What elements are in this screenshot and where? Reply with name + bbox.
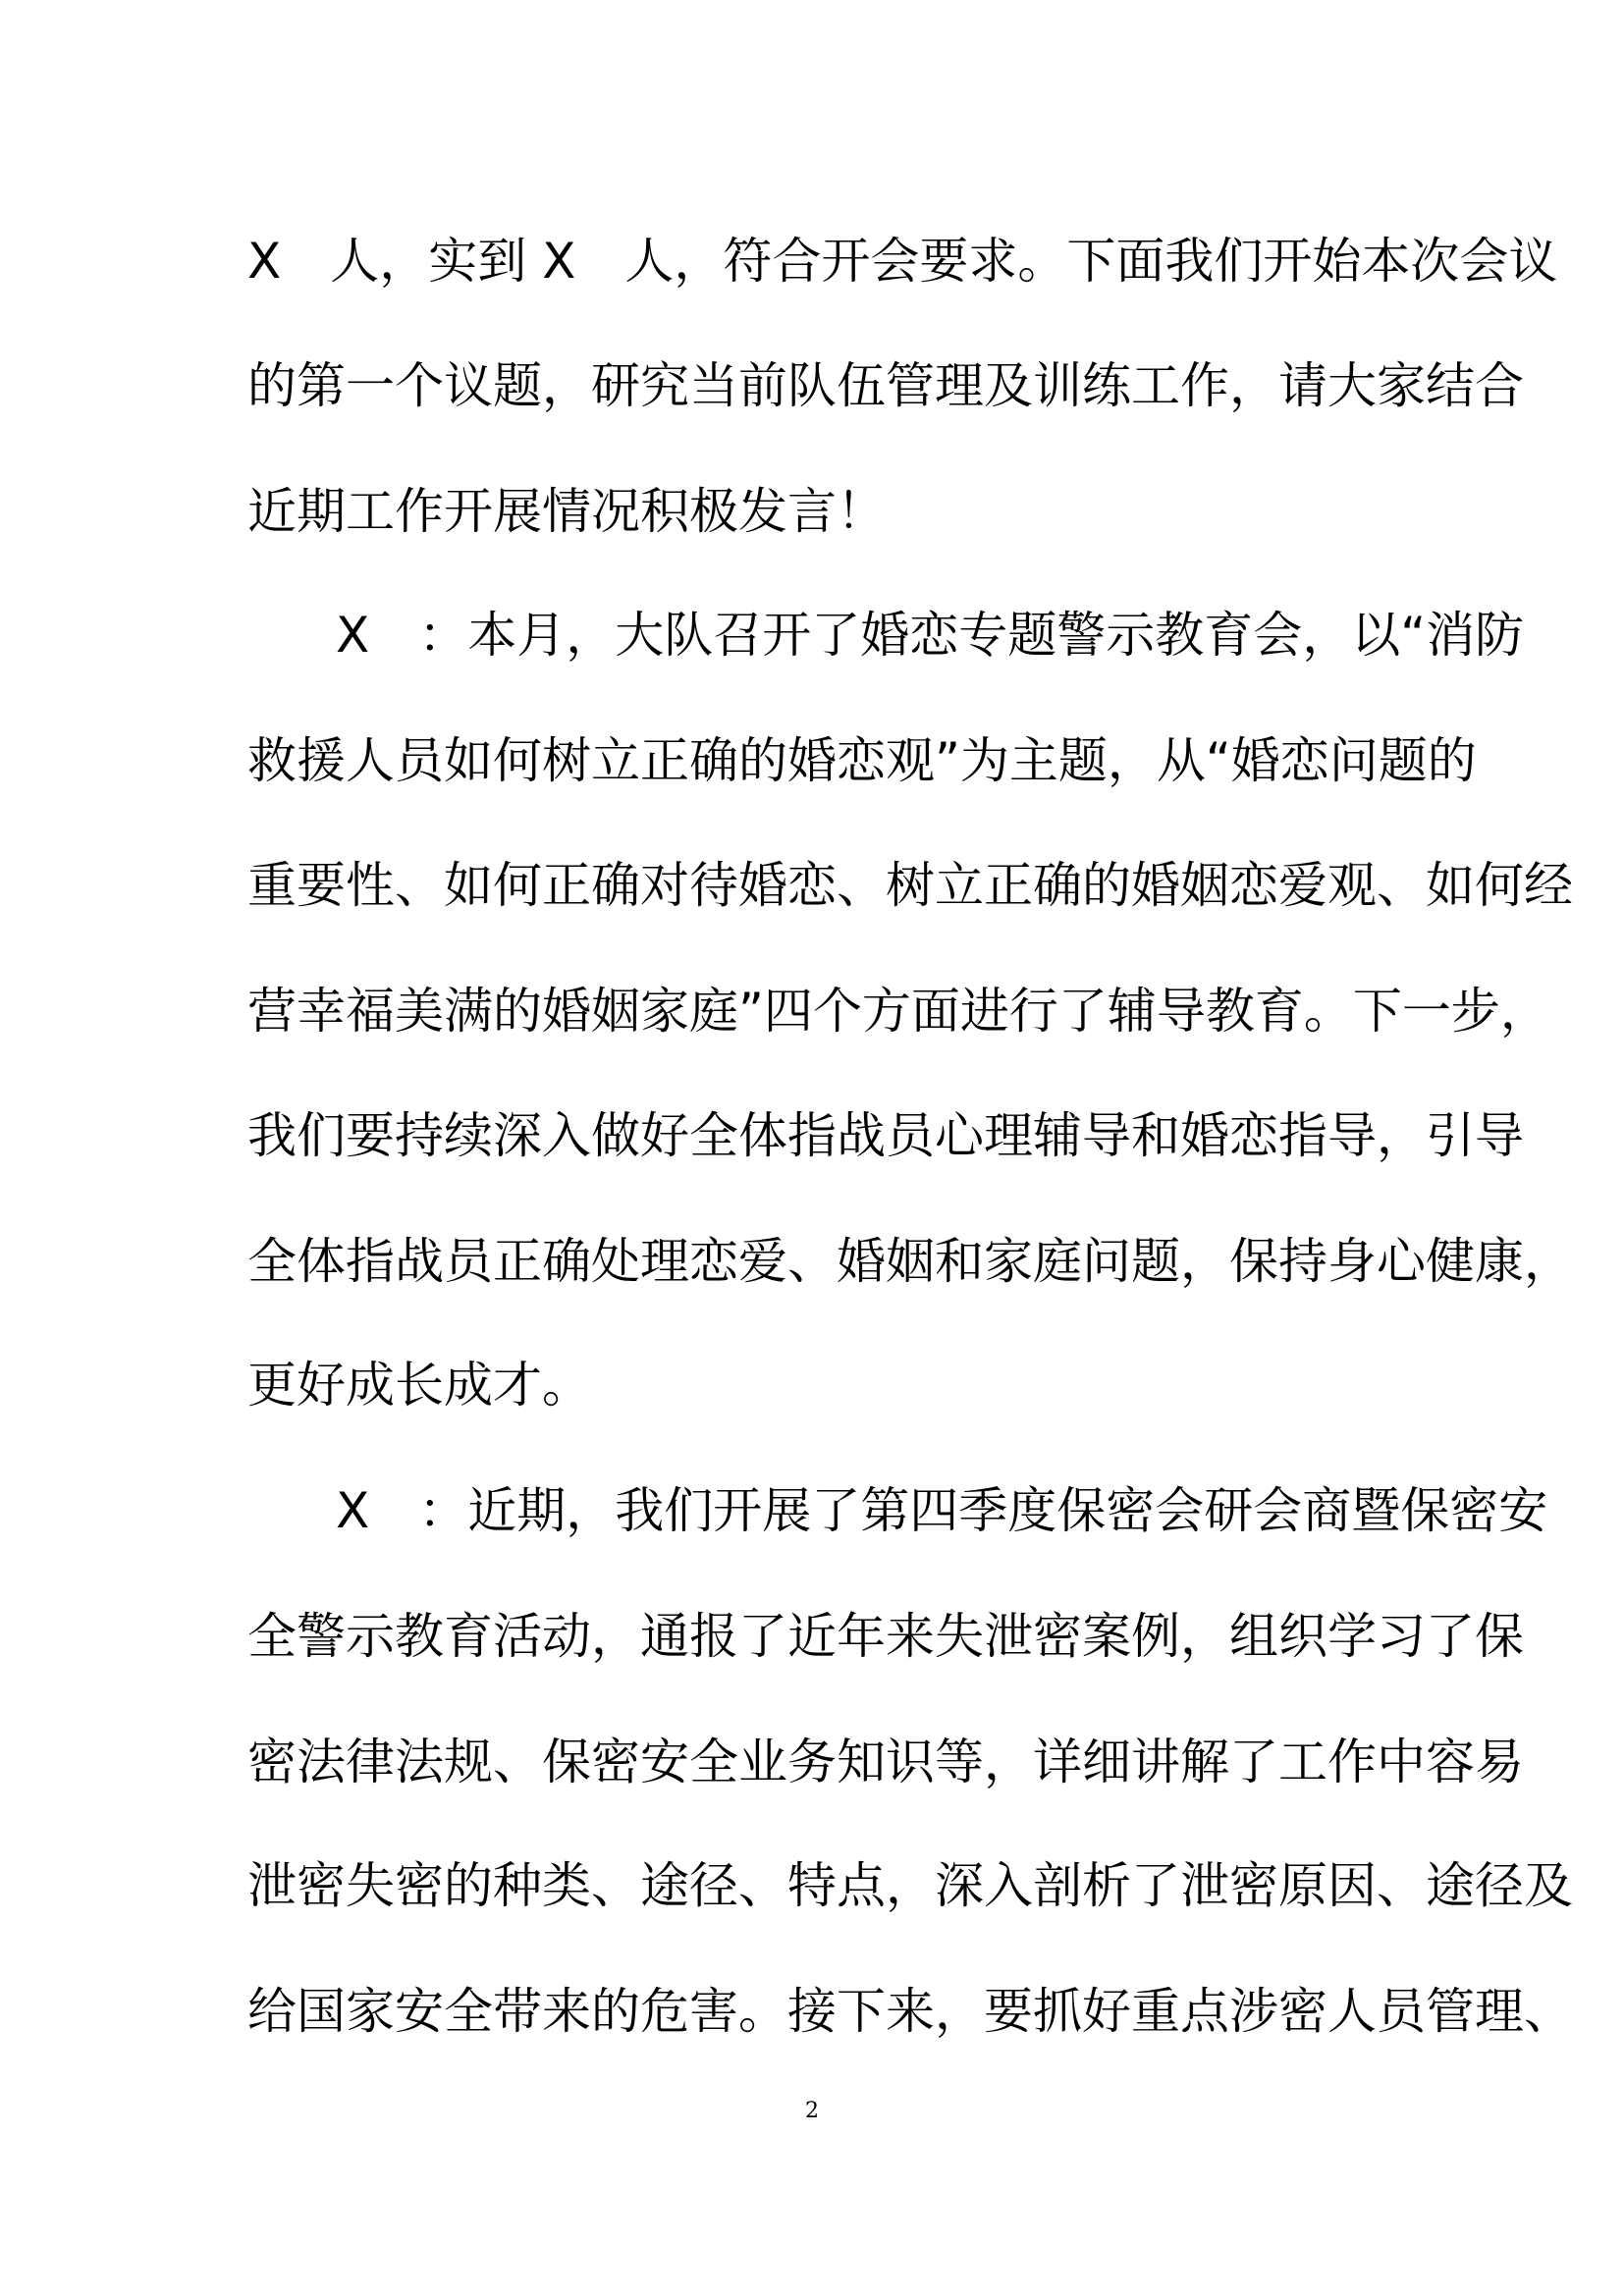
- text-line-6: 重要性、如何正确对待婚恋、树立正确的婚姻恋爱观、如何经: [247, 857, 1573, 914]
- text-line-3: 近期工作开展情况积极发言！: [247, 483, 886, 540]
- text-line-15: 给国家安全带来的危害。接下来，要抓好重点涉密人员管理、: [247, 1983, 1573, 2040]
- text-line-13: 密法律法规、保密安全业务知识等，详细讲解了工作中容易: [247, 1734, 1524, 1790]
- text-line-2: 的第一个议题，研究当前队伍管理及训练工作，请大家结合: [247, 357, 1524, 414]
- text-line-5: 救援人员如何树立正确的婚恋观”为主题，从“婚恋问题的: [247, 732, 1477, 789]
- text-line-10: 更好成长成才。: [247, 1357, 591, 1414]
- text-line-1: X 人，实到 X 人，符合开会要求。下面我们开始本次会议: [247, 233, 1558, 290]
- text-line-11: X ：近期，我们开展了第四季度保密会研会商暨保密安: [336, 1482, 1548, 1539]
- text-line-12: 全警示教育活动，通报了近年来失泄密案例，组织学习了保: [247, 1608, 1524, 1665]
- text-line-8: 我们要持续深入做好全体指战员心理辅导和婚恋指导，引导: [247, 1107, 1524, 1164]
- page-number: 2: [805, 2099, 819, 2123]
- text-line-4: X ：本月，大队召开了婚恋专题警示教育会，以“消防: [336, 607, 1525, 664]
- text-line-14: 泄密失密的种类、途径、特点，深入剖析了泄密原因、途径及: [247, 1857, 1573, 1914]
- text-line-9: 全体指战员正确处理恋爱、婚姻和家庭问题，保持身心健康，: [247, 1233, 1573, 1290]
- text-line-7: 营幸福美满的婚姻家庭”四个方面进行了辅导教育。下一步，: [247, 983, 1549, 1040]
